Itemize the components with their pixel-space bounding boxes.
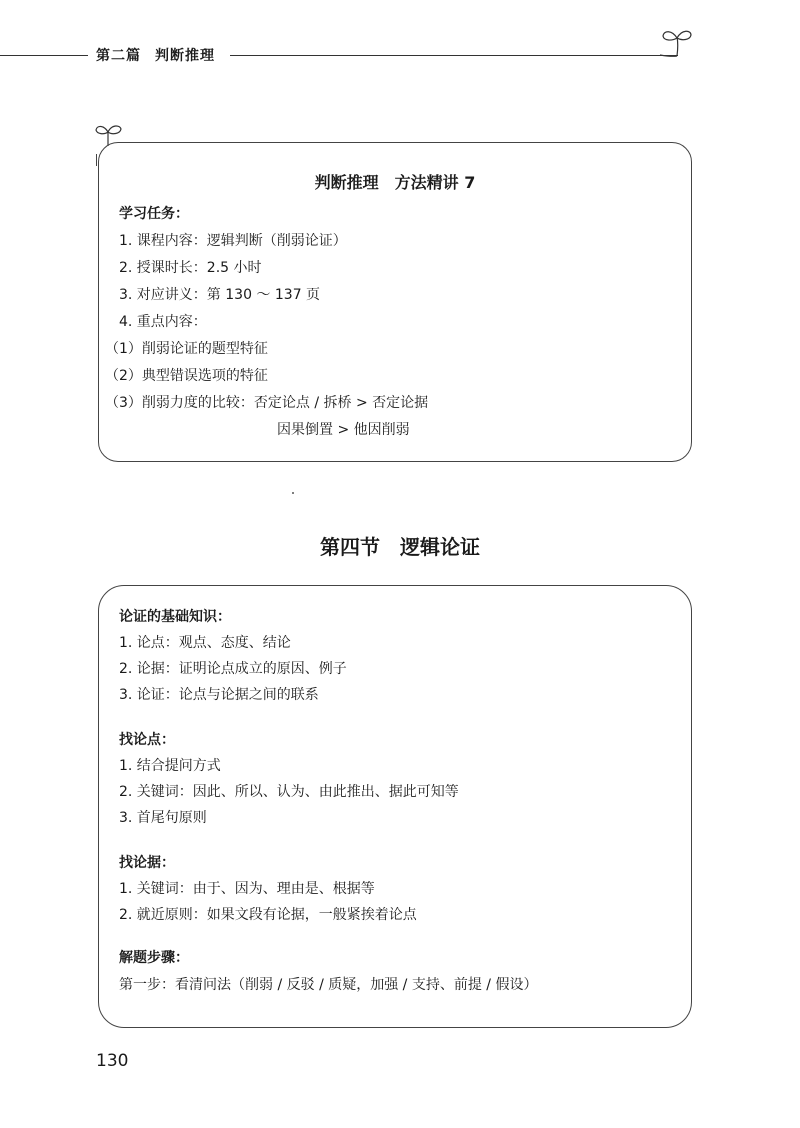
group-item: 2. 论据：证明论点成立的原因、例子 bbox=[119, 661, 347, 677]
page-number: 130 bbox=[96, 1051, 129, 1071]
task-line: （1）削弱论证的题型特征 bbox=[105, 341, 268, 357]
group-heading: 找论据： bbox=[119, 855, 175, 871]
task-line: 2. 授课时长：2.5 小时 bbox=[119, 260, 262, 276]
group-item: 3. 论证：论点与论据之间的联系 bbox=[119, 687, 319, 703]
group-item: 1. 关键词：由于、因为、理由是、根据等 bbox=[119, 881, 375, 897]
group-item: 1. 结合提问方式 bbox=[119, 758, 221, 774]
task-line: （3）削弱力度的比较：否定论点 / 拆桥 > 否定论据 bbox=[105, 395, 429, 411]
group-item: 3. 首尾句原则 bbox=[119, 810, 207, 826]
header-title: 判断推理 bbox=[155, 48, 215, 64]
section-name: 逻辑论证 bbox=[400, 535, 480, 559]
group-item: 2. 关键词：因此、所以、认为、由此推出、据此可知等 bbox=[119, 784, 459, 800]
group-heading: 论证的基础知识： bbox=[119, 609, 231, 625]
task-line: 3. 对应讲义：第 130 ～ 137 页 bbox=[119, 287, 321, 303]
sprout-icon bbox=[660, 24, 694, 58]
group-item: 第一步：看清问法（削弱 / 反驳 / 质疑，加强 / 支持、前提 / 假设） bbox=[119, 977, 538, 993]
header-part: 第二篇 bbox=[96, 48, 141, 64]
task-line: 因果倒置 > 他因削弱 bbox=[277, 422, 410, 438]
header-rule-left bbox=[0, 55, 88, 56]
group-heading: 解题步骤： bbox=[119, 950, 189, 966]
group-item: 1. 论点：观点、态度、结论 bbox=[119, 635, 291, 651]
stray-dot bbox=[292, 492, 294, 494]
lecture-title bbox=[99, 170, 691, 193]
task-line: 4. 重点内容： bbox=[119, 314, 207, 330]
section-title bbox=[0, 531, 800, 560]
section-number: 第四节 bbox=[320, 535, 380, 559]
knowledge-box bbox=[98, 585, 692, 1028]
header-rule-right bbox=[230, 55, 678, 56]
group-heading: 找论点： bbox=[119, 732, 175, 748]
group-item: 2. 就近原则：如果文段有论据，一般紧挨着论点 bbox=[119, 907, 417, 923]
box-tick-mark bbox=[96, 154, 97, 166]
lecture-title-left: 判断推理 bbox=[314, 173, 379, 192]
study-task-heading: 学习任务： bbox=[119, 206, 189, 222]
task-line: 1. 课程内容：逻辑判断（削弱论证） bbox=[119, 233, 347, 249]
running-header bbox=[96, 45, 215, 65]
task-line: （2）典型错误选项的特征 bbox=[105, 368, 268, 384]
lecture-title-right: 方法精讲 7 bbox=[394, 173, 476, 192]
study-task-box bbox=[98, 142, 692, 462]
